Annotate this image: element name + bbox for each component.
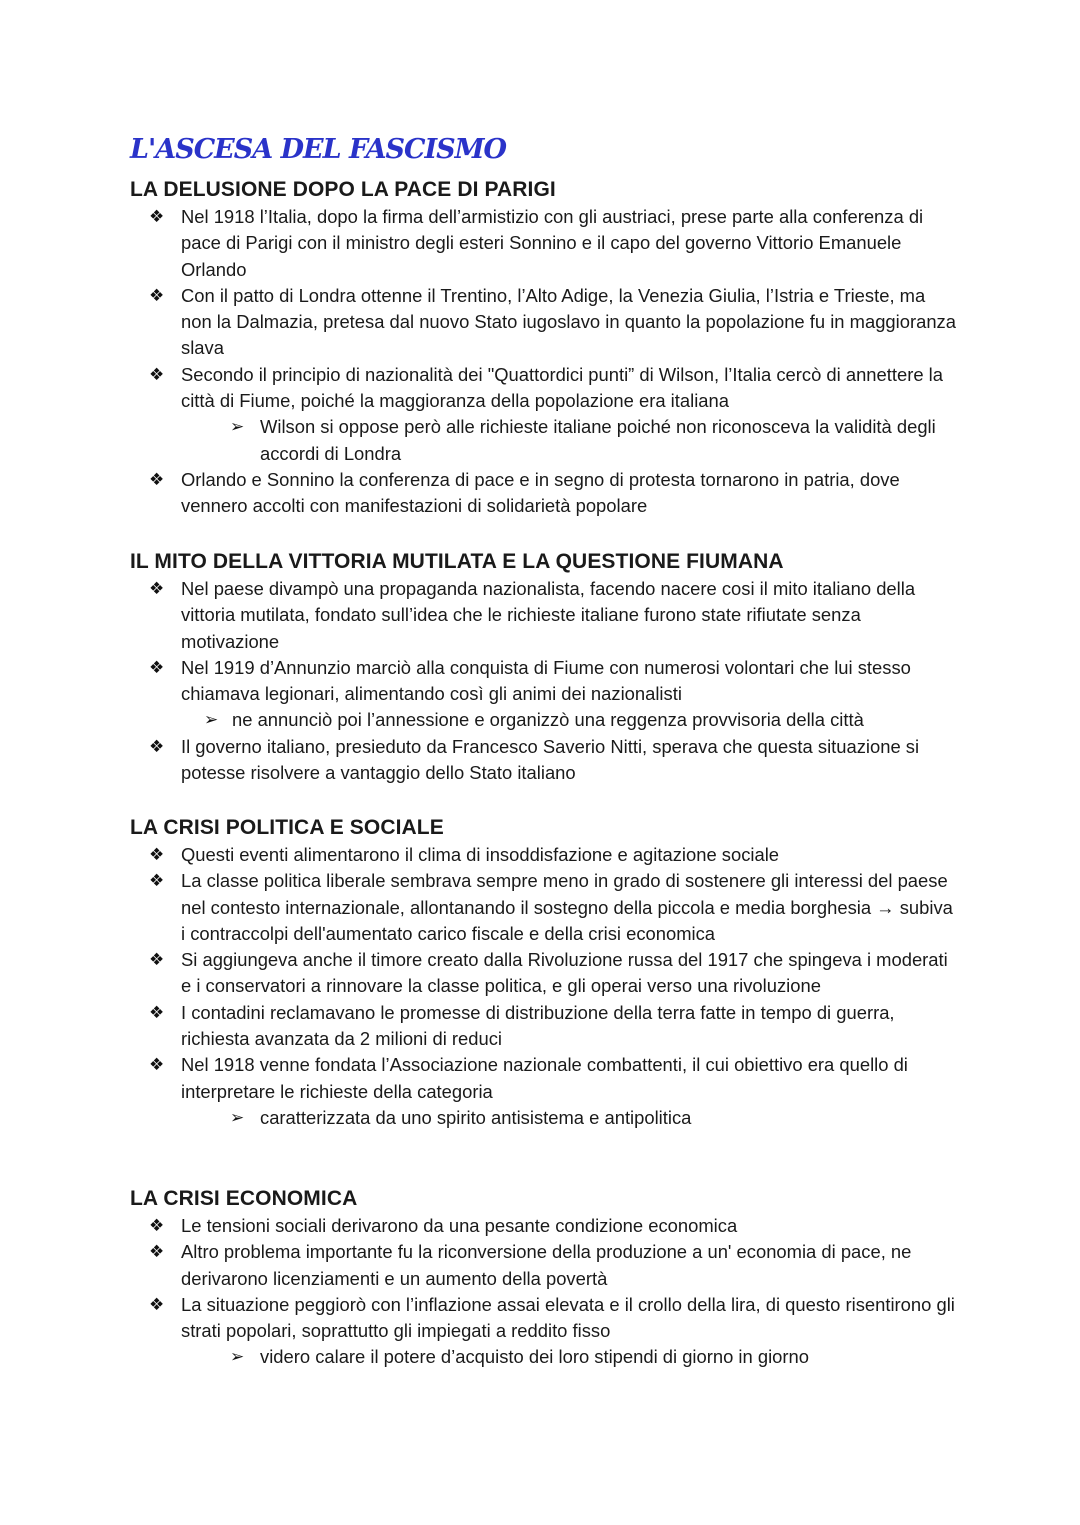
bullet-list — [130, 842, 960, 1131]
sub-list-item — [130, 414, 960, 467]
diamond-bullet-icon: ❖ — [149, 1294, 165, 1314]
section-heading: IL MITO DELLA VITTORIA MUTILATA E LA QUESTIONE FIUMANA — [130, 550, 784, 573]
list-item-text: Nel 1918 l’Italia, dopo la firma dell’armistizio con gli austriaci, prese parte alla conferenza di pace di Parigi con il ministro degli esteri Sonnino e il capo del governo Vittorio Emanuele Orlando — [181, 206, 924, 280]
list-item-text: I contadini reclamavano le promesse di distribuzione della terra fatte in tempo di guerra, richiesta avanzata da 2 milioni di reduci — [181, 1001, 895, 1050]
diamond-bullet-icon: ❖ — [149, 845, 165, 864]
section-crisi-economica — [130, 1185, 960, 1371]
section-vittoria-mutilata — [130, 548, 960, 786]
list-item-text: Si aggiungeva anche il timore creato dalla Rivoluzione russa del 1917 che spingeva i moderati e i conservatori a rinnovare la classe politica, e gli operai verso una rivoluzione — [181, 949, 948, 997]
list-item-text: caratterizzata da uno spirito antisistema e antipolitica — [260, 1106, 692, 1128]
arrowhead-bullet-icon: ➢ — [230, 1107, 245, 1127]
list-item-text: Il governo italiano, presieduto da Francesco Saverio Nitti, sperava che questa situazione si potesse risolvere a vantaggio dello Stato italiano — [181, 735, 920, 784]
section-heading: LA CRISI ECONOMICA — [130, 1187, 358, 1210]
bullet-list — [130, 1213, 960, 1371]
list-item — [130, 576, 960, 655]
diamond-bullet-icon: ❖ — [149, 1216, 165, 1235]
list-item-text: Altro problema importante fu la riconversione della produzione a un' economia di pace, ne derivarono licenziamenti e un aumento della povertà — [181, 1241, 912, 1289]
diamond-bullet-icon: ❖ — [149, 950, 165, 970]
diamond-bullet-icon: ❖ — [149, 364, 165, 384]
list-item-text: La classe politica liberale sembrava sempre meno in grado di sostenere gli interessi del paese nel contesto internazionale, allontanando il sostegno della piccola e media borghesia → subiva i contraccolpi dell'aumentato carico fiscale e della crisi economica — [181, 870, 953, 944]
list-item — [130, 1213, 960, 1239]
diamond-bullet-icon: ❖ — [149, 871, 165, 891]
diamond-bullet-icon: ❖ — [149, 736, 165, 756]
sub-list-item — [130, 707, 960, 733]
arrowhead-bullet-icon: ➢ — [230, 417, 245, 437]
list-item — [130, 1292, 960, 1345]
section-heading: LA CRISI POLITICA E SOCIALE — [130, 816, 444, 839]
list-item-text: Nel paese divampò una propaganda nazionalista, facendo nacere cosi il mito italiano della vittoria mutilata, fondato sull’idea che le richieste italiane furono state rifiutate senza motivazione — [181, 578, 916, 652]
list-item — [130, 1052, 960, 1105]
list-item-text: Con il patto di Londra ottenne il Trentino, l’Alto Adige, la Venezia Giulia, l’Istria e Trieste, ma non la Dalmazia, pretesa dal nuovo Stato iugoslavo in quanto la popolazione fu in maggioranza slava — [181, 284, 956, 359]
diamond-bullet-icon: ❖ — [149, 579, 165, 598]
list-item-text: videro calare il potere d’acquisto dei loro stipendi di giorno in giorno — [260, 1346, 809, 1368]
list-item-text: Wilson si oppose però alle richieste italiane poiché non riconosceva la validità degli accordi di Londra — [260, 416, 936, 464]
list-item — [130, 842, 960, 868]
list-item — [130, 362, 960, 415]
list-item — [130, 1000, 960, 1053]
list-item-text: Le tensioni sociali derivarono da una pesante condizione economica — [181, 1215, 738, 1236]
diamond-bullet-icon: ❖ — [149, 207, 165, 226]
arrowhead-bullet-icon: ➢ — [230, 1347, 245, 1367]
diamond-bullet-icon: ❖ — [149, 469, 165, 489]
diamond-bullet-icon: ❖ — [149, 657, 165, 677]
list-item-text: La situazione peggiorò con l’inflazione assai elevata e il crollo della lira, di questo risentirono gli strati popolari, soprattutto gli impiegati a reddito fisso — [181, 1293, 955, 1342]
list-item — [130, 204, 960, 283]
list-item-text: Secondo il principio di nazionalità dei "Quattordici punti” di Wilson, l’Italia cercò di annettere la città di Fiume, poiché la maggioranza della popolazione era italiana — [181, 363, 943, 412]
list-item — [130, 734, 960, 787]
list-item-text: Orlando e Sonnino la conferenza di pace e in segno di protesta tornarono in patria, dove vennero accolti con manifestazioni di solidarietà popolare — [181, 468, 900, 517]
diamond-bullet-icon: ❖ — [149, 1055, 165, 1075]
list-item — [130, 947, 960, 1000]
section-delusione — [130, 176, 960, 520]
list-item-text: ne annunciò poi l’annessione e organizzò una reggenza provvisoria della città — [232, 709, 864, 731]
list-item — [130, 467, 960, 520]
diamond-bullet-icon: ❖ — [149, 1002, 165, 1022]
list-item — [130, 1239, 960, 1292]
sub-list-item — [130, 1344, 960, 1370]
sub-list-item — [130, 1105, 960, 1131]
list-item-text: Nel 1918 venne fondata l’Associazione nazionale combattenti, il cui obiettivo era quello di interpretare le richieste della categoria — [181, 1054, 908, 1102]
arrowhead-bullet-icon: ➢ — [204, 710, 219, 730]
bullet-list — [130, 204, 960, 520]
list-item-text: Questi eventi alimentarono il clima di insoddisfazione e agitazione sociale — [181, 844, 780, 865]
section-crisi-politica — [130, 814, 960, 1131]
bullet-list — [130, 576, 960, 786]
section-heading: LA DELUSIONE DOPO LA PACE DI PARIGI — [130, 178, 556, 201]
list-item — [130, 868, 960, 947]
page-title: L'ASCESA DEL FASCISMO — [130, 134, 507, 165]
list-item-text: Nel 1919 d’Annunzio marciò alla conquista di Fiume con numerosi volontari che lui stesso chiamava legionari, alimentando così gli animi dei nazionalisti — [181, 656, 911, 705]
diamond-bullet-icon: ❖ — [149, 285, 165, 305]
list-item — [130, 283, 960, 362]
list-item — [130, 655, 960, 708]
diamond-bullet-icon: ❖ — [149, 1242, 165, 1262]
